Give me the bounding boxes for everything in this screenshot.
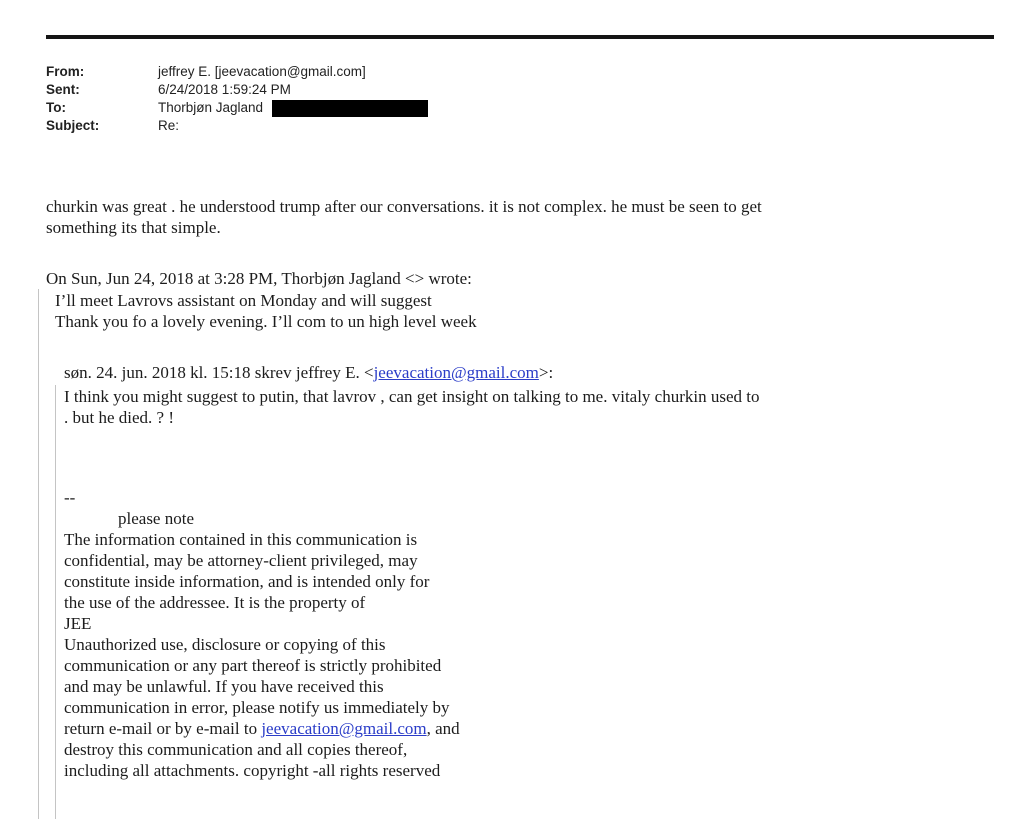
sent-value: 6/24/2018 1:59:24 PM [158, 82, 291, 97]
email-link[interactable]: jeevacation@gmail.com [373, 363, 539, 382]
disclaimer-line: Unauthorized use, disclosure or copying of this [64, 635, 386, 654]
to-value-wrap [158, 99, 428, 117]
quote-line: Thank you fo a lovely evening. I’ll com to un high level week [55, 312, 477, 331]
quote1-body [55, 290, 477, 332]
please-note: please note [118, 509, 194, 528]
header-divider [46, 35, 994, 39]
attribution-prefix: On Sun, Jun 24, 2018 at 3:28 PM, Thorbjøn Jagland < [46, 269, 415, 288]
disclaimer-line: and may be unlawful. If you have received this [64, 677, 384, 696]
disclaimer-line: confidential, may be attorney-client privileged, may [64, 551, 418, 570]
disclaimer-line: The information contained in this communication is [64, 530, 418, 549]
quote-line: I’ll meet Lavrovs assistant on Monday and will suggest [55, 291, 432, 310]
subject-label: Subject: [46, 118, 100, 133]
email-line-suffix: , and [426, 719, 460, 738]
signature [64, 487, 460, 781]
quote-line: I think you might suggest to putin, that lavrov , can get insight on talking to me. vitaly churkin used to [64, 387, 760, 406]
attribution-suffix: > wrote: [414, 269, 472, 288]
redaction-block [272, 100, 428, 117]
quote-bar [55, 385, 56, 819]
signature-separator: -- [64, 488, 76, 507]
quote1-attribution [46, 268, 472, 289]
from-label: From: [46, 64, 85, 79]
attribution-prefix: søn. 24. jun. 2018 kl. 15:18 skrev jeffrey E. < [64, 363, 374, 382]
attribution-suffix: >: [538, 363, 554, 382]
quote2-attribution [64, 362, 553, 383]
email-line-prefix: return e-mail or by e-mail to [64, 719, 262, 738]
from-value: jeffrey E. [jeevacation@gmail.com] [158, 64, 366, 79]
quote-bar [38, 289, 39, 819]
sent-label: Sent: [46, 82, 80, 97]
subject-value: Re: [158, 118, 180, 133]
sent-row [46, 81, 428, 99]
from-row [46, 63, 428, 81]
disclaimer-line: the use of the addressee. It is the property of [64, 593, 366, 612]
to-label: To: [46, 100, 66, 115]
disclaimer-line: including all attachments. copyright -all rights reserved [64, 761, 441, 780]
disclaimer-email-line [64, 718, 460, 739]
disclaimer-line: constitute inside information, and is intended only for [64, 572, 430, 591]
body-line: something its that simple. [46, 218, 221, 237]
message-body [46, 196, 762, 238]
quote2-body [64, 386, 760, 428]
quote-line: . but he died. ? ! [64, 408, 174, 427]
disclaimer-line: communication in error, please notify us immediately by [64, 698, 450, 717]
disclaimer-line: destroy this communication and all copies thereof, [64, 740, 408, 759]
email-headers [46, 63, 428, 135]
to-row [46, 99, 428, 117]
subject-row [46, 117, 428, 135]
body-line: churkin was great . he understood trump after our conversations. it is not complex. he must be seen to get [46, 197, 762, 216]
to-value: Thorbjøn Jagland [158, 100, 264, 115]
email-link[interactable]: jeevacation@gmail.com [261, 719, 427, 738]
disclaimer-line: communication or any part thereof is strictly prohibited [64, 656, 442, 675]
disclaimer-line: JEE [64, 614, 92, 633]
